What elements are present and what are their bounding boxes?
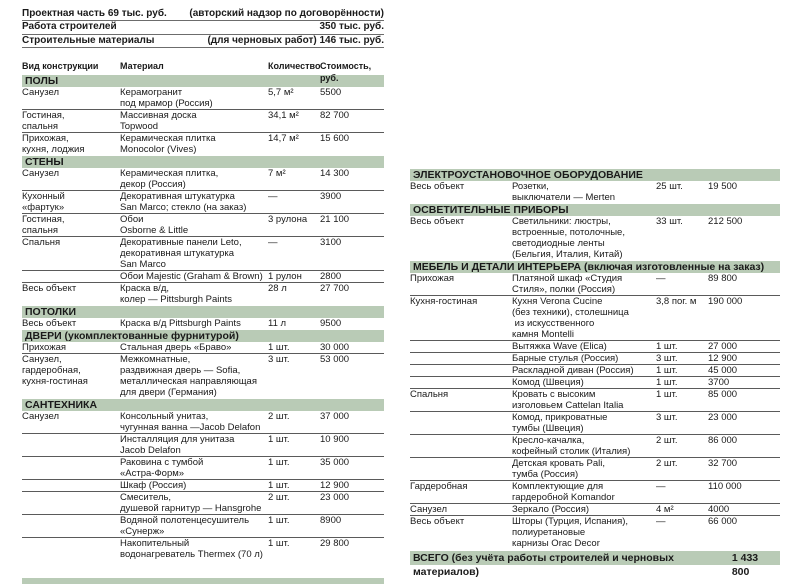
row-room: Гостиная, спальня xyxy=(22,214,65,236)
table-row xyxy=(410,216,780,260)
row-cost: 32 700 xyxy=(708,458,738,469)
row-room xyxy=(410,341,512,352)
row-quantity: 2 шт. xyxy=(656,435,678,446)
row-cost: 12 900 xyxy=(708,353,738,364)
row-quantity: 4 м² xyxy=(656,504,674,515)
row-room xyxy=(410,365,512,376)
row-material: Массивная доска Topwood xyxy=(120,110,197,132)
row-material: Накопительный водонагреватель Thermex (70 л) xyxy=(120,538,263,560)
row-quantity: — xyxy=(656,273,666,284)
row-material: Керамогранит под мрамор (Россия) xyxy=(120,87,213,109)
table-row xyxy=(22,237,384,271)
row-quantity: — xyxy=(268,191,278,202)
row-room: Весь объект xyxy=(22,283,77,294)
summary-label: Строительные материалы xyxy=(22,34,155,46)
row-quantity: 2 шт. xyxy=(268,492,290,503)
row-room: Спальня xyxy=(410,389,449,400)
row-quantity: 3 шт. xyxy=(656,412,678,423)
summary-value: (для черновых работ) 146 тыс. руб. xyxy=(207,34,384,46)
table-row xyxy=(410,389,780,412)
summary-row xyxy=(22,8,384,21)
row-cost: 3700 xyxy=(708,377,730,388)
row-cost: 23 000 xyxy=(708,412,738,423)
row-quantity: — xyxy=(656,481,666,492)
summary-label: Работа строителей xyxy=(22,21,117,33)
table-row xyxy=(22,87,384,110)
row-cost: 110 000 xyxy=(708,481,742,492)
row-quantity: — xyxy=(656,516,666,527)
table-row xyxy=(410,273,780,296)
table-row xyxy=(22,318,384,329)
row-cost: 21 100 xyxy=(320,214,350,225)
row-material: Керамическая плитка, декор (Россия) xyxy=(120,168,219,190)
row-cost: 89 800 xyxy=(708,273,738,284)
row-quantity: 14,7 м² xyxy=(268,133,299,144)
row-cost: 10 900 xyxy=(320,434,350,445)
row-material: Стальная дверь «Браво» xyxy=(120,342,232,353)
row-cost: 27 700 xyxy=(320,283,350,294)
row-quantity: 3 рулона xyxy=(268,214,308,225)
row-quantity: 1 шт. xyxy=(268,515,290,526)
row-cost: 85 000 xyxy=(708,389,738,400)
row-quantity: 1 шт. xyxy=(656,377,678,388)
row-quantity: 1 шт. xyxy=(268,538,290,549)
row-cost: 3900 xyxy=(320,191,342,202)
table-row xyxy=(22,434,384,457)
total-label: ВСЕГО (без учёта работы строителей и черновых материалов) xyxy=(413,552,674,578)
row-room: Прихожая xyxy=(410,273,455,284)
row-material: Консольный унитаз, чугунная ванна —Jacob Delafon xyxy=(120,411,261,433)
table-row xyxy=(22,492,384,515)
summary-row xyxy=(22,21,384,34)
row-material: Детская кровать Pali, тумба (Россия) xyxy=(512,458,605,480)
table-row xyxy=(410,504,780,516)
table-row xyxy=(22,457,384,480)
row-material: Шкаф (Россия) xyxy=(120,480,187,491)
row-room xyxy=(22,492,120,514)
row-quantity: 3 шт. xyxy=(268,354,290,365)
row-material: Краска в/д, колер — Pittsburgh Paints xyxy=(120,283,233,305)
row-room xyxy=(22,538,120,560)
row-cost: 19 500 xyxy=(708,181,738,192)
row-quantity: 1 рулон xyxy=(268,271,302,282)
row-material: Вытяжка Wave (Elica) xyxy=(512,341,607,352)
table-row xyxy=(22,168,384,191)
row-quantity: 5,7 м² xyxy=(268,87,294,98)
row-room: Прихожая, кухня, лоджия xyxy=(22,133,85,155)
row-room: Весь объект xyxy=(410,181,465,192)
section-rows xyxy=(22,411,384,560)
header-cost: Стоимость, руб. xyxy=(320,61,372,83)
table-row xyxy=(22,480,384,492)
row-room xyxy=(410,377,512,388)
table-row xyxy=(22,342,384,354)
row-room: Санузел xyxy=(22,411,60,422)
row-quantity: 1 шт. xyxy=(656,365,678,376)
table-row xyxy=(410,181,780,203)
table-row xyxy=(22,354,384,398)
table-row xyxy=(410,412,780,435)
row-quantity: 2 шт. xyxy=(268,411,290,422)
header-qty: Количество xyxy=(268,61,321,71)
summary-row xyxy=(22,35,384,48)
row-cost: 27 000 xyxy=(708,341,738,352)
row-cost: 45 000 xyxy=(708,365,738,376)
row-room: Санузел xyxy=(410,504,448,515)
section-rows xyxy=(22,318,384,329)
row-quantity: 1 шт. xyxy=(268,434,290,445)
row-material: Краска в/д Pittsburgh Paints xyxy=(120,318,241,329)
row-material: Раковина с тумбой «Астра-Форм» xyxy=(120,457,204,479)
row-material: Кухня Verona Cucine (без техники), столешница из искусственного камня Montelli xyxy=(512,296,629,340)
row-quantity: 1 шт. xyxy=(656,341,678,352)
table-row xyxy=(410,435,780,458)
row-room: Прихожая xyxy=(22,342,67,353)
total-value: 1 433 800 xyxy=(731,552,759,578)
row-quantity: 28 л xyxy=(268,283,287,294)
table-row xyxy=(410,377,780,389)
row-quantity: 1 шт. xyxy=(268,342,290,353)
row-material: Обои Osborne & Little xyxy=(120,214,189,236)
row-cost: 86 000 xyxy=(708,435,738,446)
table-row xyxy=(22,283,384,305)
table-row xyxy=(410,458,780,481)
row-cost: 4000 xyxy=(708,504,730,515)
row-room xyxy=(22,515,120,537)
row-quantity: 1 шт. xyxy=(268,480,290,491)
row-room: Кухня-гостиная xyxy=(410,296,478,307)
row-room: Гостиная, спальня xyxy=(22,110,65,132)
row-room xyxy=(22,457,120,479)
row-cost: 82 700 xyxy=(320,110,350,121)
row-material: Обои Majestic (Graham & Brown) xyxy=(120,271,263,282)
truncated-section-bar xyxy=(22,578,384,584)
row-quantity: 7 м² xyxy=(268,168,286,179)
row-cost: 190 000 xyxy=(708,296,743,307)
row-quantity: 3,8 пог. м xyxy=(656,296,697,307)
table-row xyxy=(22,515,384,538)
row-quantity: 3 шт. xyxy=(656,353,678,364)
row-material: Межкомнатные, раздвижная дверь — Sofia, металлическая направляющая для двери (Германия) xyxy=(120,354,257,398)
header-room: Вид конструкции xyxy=(22,61,99,71)
row-cost: 8900 xyxy=(320,515,342,526)
section-rows xyxy=(410,181,780,203)
row-material: Инсталляция для унитаза Jacob Delafon xyxy=(120,434,235,456)
left-column xyxy=(22,60,384,560)
summary-value: 350 тыс. руб. xyxy=(319,21,384,33)
row-room: Весь объект xyxy=(410,516,465,527)
row-quantity: 11 л xyxy=(268,318,287,329)
row-quantity: 34,1 м² xyxy=(268,110,299,121)
row-quantity: 1 шт. xyxy=(268,457,290,468)
row-room xyxy=(410,458,512,480)
row-cost: 5500 xyxy=(320,87,342,98)
row-room: Санузел, гардеробная, кухня-гостиная xyxy=(22,354,88,387)
row-quantity: 25 шт. xyxy=(656,181,683,192)
row-cost: 30 000 xyxy=(320,342,350,353)
row-material: Кровать с высоким изголовьем Cattelan Italia xyxy=(512,389,624,411)
table-row xyxy=(22,271,384,283)
row-material: Барные стулья (Россия) xyxy=(512,353,619,364)
row-material: Декоративная штукатурка San Marco; стекло (на заказ) xyxy=(120,191,247,213)
row-material: Розетки, выключатели — Merten xyxy=(512,181,616,203)
table-row xyxy=(22,191,384,214)
table-row xyxy=(410,296,780,341)
row-room: Гардеробная xyxy=(410,481,468,492)
row-material: Шторы (Турция, Испания), полиуретановые карнизы Orac Decor xyxy=(512,516,629,549)
row-material: Декоративные панели Leto, декоративная штукатурка San Marco xyxy=(120,237,242,270)
section-title: ОСВЕТИТЕЛЬНЫЕ ПРИБОРЫ xyxy=(410,204,780,216)
row-cost: 23 000 xyxy=(320,492,350,503)
row-room xyxy=(22,434,120,456)
section-title: СТЕНЫ xyxy=(22,156,384,168)
row-cost: 14 300 xyxy=(320,168,350,179)
table-row xyxy=(22,133,384,155)
table-row xyxy=(410,365,780,377)
section-rows xyxy=(410,216,780,260)
row-quantity: 1 шт. xyxy=(656,389,678,400)
section-rows xyxy=(22,342,384,398)
table-row xyxy=(22,538,384,560)
row-material: Кресло-качалка, кофейный столик (Италия) xyxy=(512,435,631,457)
row-room: Санузел xyxy=(22,87,60,98)
section-title: ПОТОЛКИ xyxy=(22,306,384,318)
row-quantity: 33 шт. xyxy=(656,216,683,227)
cost-summary xyxy=(22,8,384,48)
row-cost: 3100 xyxy=(320,237,342,248)
row-cost: 35 000 xyxy=(320,457,350,468)
row-material: Керамическая плитка Monocolor (Vives) xyxy=(120,133,216,155)
section-title: ЭЛЕКТРОУСТАНОВОЧНОЕ ОБОРУДОВАНИЕ xyxy=(410,169,780,181)
table-row xyxy=(22,110,384,133)
row-material: Водяной полотенцесушитель «Сунерж» xyxy=(120,515,250,537)
header-material: Материал xyxy=(120,61,164,71)
table-row xyxy=(410,516,780,549)
table-row xyxy=(410,481,780,504)
row-quantity: — xyxy=(268,237,278,248)
row-cost: 53 000 xyxy=(320,354,350,365)
row-material: Светильники: люстры, встроенные, потолочные, светодиодные ленты (Бельгия, Италия, Китай) xyxy=(512,216,625,260)
row-cost: 212 500 xyxy=(708,216,743,227)
table-row xyxy=(22,411,384,434)
row-cost: 29 800 xyxy=(320,538,350,549)
row-cost: 15 600 xyxy=(320,133,350,144)
row-material: Платяной шкаф «Студия Стиля», полки (Россия) xyxy=(512,273,623,295)
row-material: Смеситель, душевой гарнитур — Hansgrohe xyxy=(120,492,262,514)
row-material: Комод (Швеция) xyxy=(512,377,584,388)
row-material: Зеркало (Россия) xyxy=(512,504,590,515)
table-row xyxy=(410,341,780,353)
table-row xyxy=(410,353,780,365)
row-cost: 66 000 xyxy=(708,516,738,527)
row-cost: 9500 xyxy=(320,318,342,329)
row-material: Раскладной диван (Россия) xyxy=(512,365,634,376)
summary-label: Проектная часть 69 тыс. руб. xyxy=(22,8,167,19)
section-title: МЕБЕЛЬ И ДЕТАЛИ ИНТЕРЬЕРА (включая изготовленные на заказ) xyxy=(410,261,780,273)
section-rows xyxy=(22,87,384,155)
row-cost: 12 900 xyxy=(320,480,350,491)
row-material: Комод, прикроватные тумбы (Швеция) xyxy=(512,412,608,434)
row-quantity: 2 шт. xyxy=(656,458,678,469)
section-rows xyxy=(22,168,384,305)
right-column xyxy=(410,168,780,578)
summary-value: (авторский надзор по договорённости) xyxy=(189,8,384,19)
row-room: Кухонный «фартук» xyxy=(22,191,65,213)
section-title: ПОЛЫ xyxy=(22,75,384,87)
row-room: Санузел xyxy=(22,168,60,179)
row-cost: 2800 xyxy=(320,271,342,282)
row-room xyxy=(22,271,120,282)
total-bar xyxy=(410,551,780,578)
section-title: САНТЕХНИКА xyxy=(22,399,384,411)
row-room xyxy=(410,353,512,364)
section-rows xyxy=(410,273,780,549)
row-material: Комплектующие для гардеробной Komandor xyxy=(512,481,615,503)
row-room xyxy=(410,435,512,457)
row-room: Спальня xyxy=(22,237,61,248)
row-room xyxy=(22,480,120,491)
table-row xyxy=(22,214,384,237)
row-room: Весь объект xyxy=(22,318,77,329)
row-cost: 37 000 xyxy=(320,411,350,422)
row-room xyxy=(410,412,512,434)
row-room: Весь объект xyxy=(410,216,465,227)
section-title: ДВЕРИ (укомплектованные фурнитурой) xyxy=(22,330,384,342)
